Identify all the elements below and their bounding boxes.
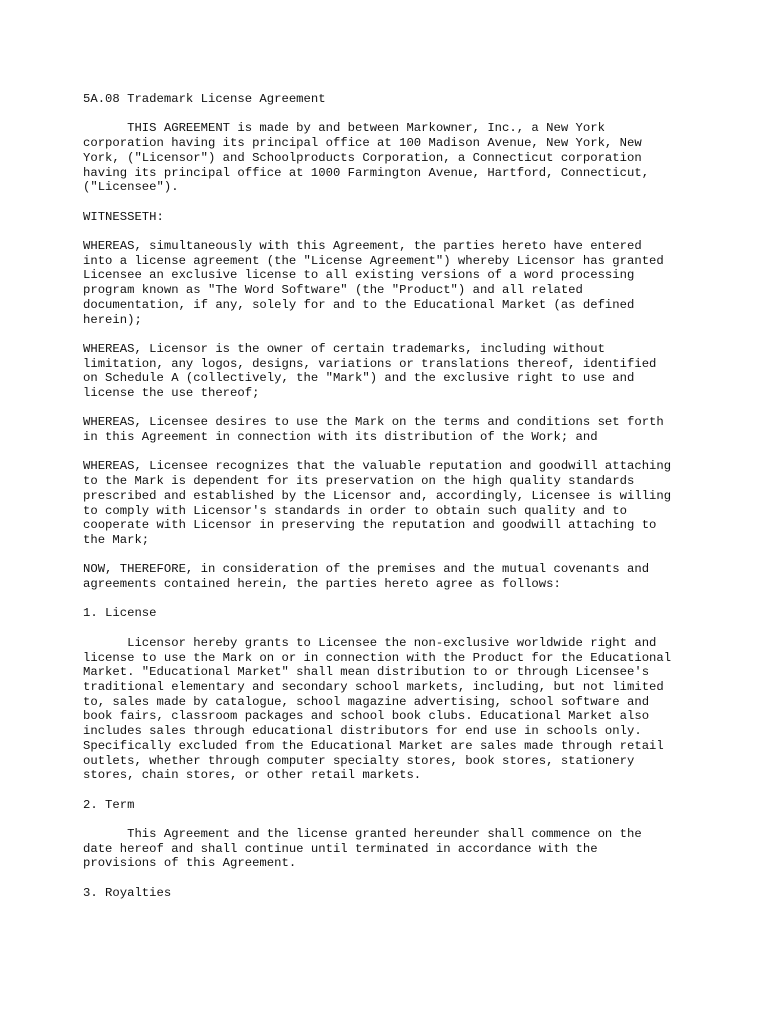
whereas-paragraph-3: WHEREAS, Licensee desires to use the Mark on the terms and conditions set forth in this Agreement in connection with its distribution of the Work; and bbox=[83, 415, 664, 445]
section-heading-term: 2. Term bbox=[83, 797, 135, 812]
now-therefore-paragraph: NOW, THEREFORE, in consideration of the premises and the mutual covenants and agreements contained herein, the parties hereto agree as follows: bbox=[83, 562, 650, 592]
whereas-paragraph-4: WHEREAS, Licensee recognizes that the valuable reputation and goodwill attaching to the Mark is dependent for its preservation on the high quality standards prescribed and established by the Licensor and, accordingly, Licensee is willing to comply with Licensor's standards in order to obtain such quality and to cooperate with Licensor in preserving the reputation and goodwill attaching to the Mark; bbox=[83, 459, 672, 547]
preamble-paragraph: THIS AGREEMENT is made by and between Markowner, Inc., a New York corporation having its principal office at 100 Madison Avenue, New York, New York, ("Licensor") and Schoolproducts Corporation, a Connecticut corporation having its principal office at 1000 Farmington Avenue, Hartford, Connecticut, ("Licensee"). bbox=[83, 121, 650, 195]
document-page bbox=[83, 92, 743, 915]
license-paragraph: Licensor hereby grants to Licensee the non-exclusive worldwide right and license to use the Mark on or in connection with the Product for the Educational Market. "Educational Market" shall mean distribution to or through Licensee's traditional elementary and secondary school markets, including, but not limited to, sales made by catalogue, school magazine advertising, school software and book fairs, classroom packages and school book clubs. Educational Market also includes sales through educational distributors for end use in schools only. Specifically excluded from the Educational Market are sales made through retail outlets, whether through computer specialty stores, book stores, stationery stores, chain stores, or other retail markets. bbox=[83, 635, 672, 783]
document-title: 5A.08 Trademark License Agreement bbox=[83, 92, 326, 106]
whereas-paragraph-1: WHEREAS, simultaneously with this Agreement, the parties hereto have entered into a license agreement (the "License Agreement") whereby Licensor has granted Licensee an exclusive license to all existing versions of a word processing program known as "The Word Software" (the "Product") and all related documentation, if any, solely for and to the Educational Market (as defined herein); bbox=[83, 238, 664, 327]
whereas-paragraph-2: WHEREAS, Licensor is the owner of certain trademarks, including without limitation, any logos, designs, variations or translations thereof, identified on Schedule A (collectively, the "Mark") and the exclusive right to use and license the use thereof; bbox=[83, 341, 657, 400]
section-heading-royalties: 3. Royalties bbox=[83, 885, 172, 900]
witnesseth-heading: WITNESSETH: bbox=[83, 209, 164, 224]
section-heading-license: 1. License bbox=[83, 606, 157, 621]
term-paragraph: This Agreement and the license granted hereunder shall commence on the date hereof and shall continue until terminated in accordance with the provisions of this Agreement. bbox=[83, 826, 642, 871]
